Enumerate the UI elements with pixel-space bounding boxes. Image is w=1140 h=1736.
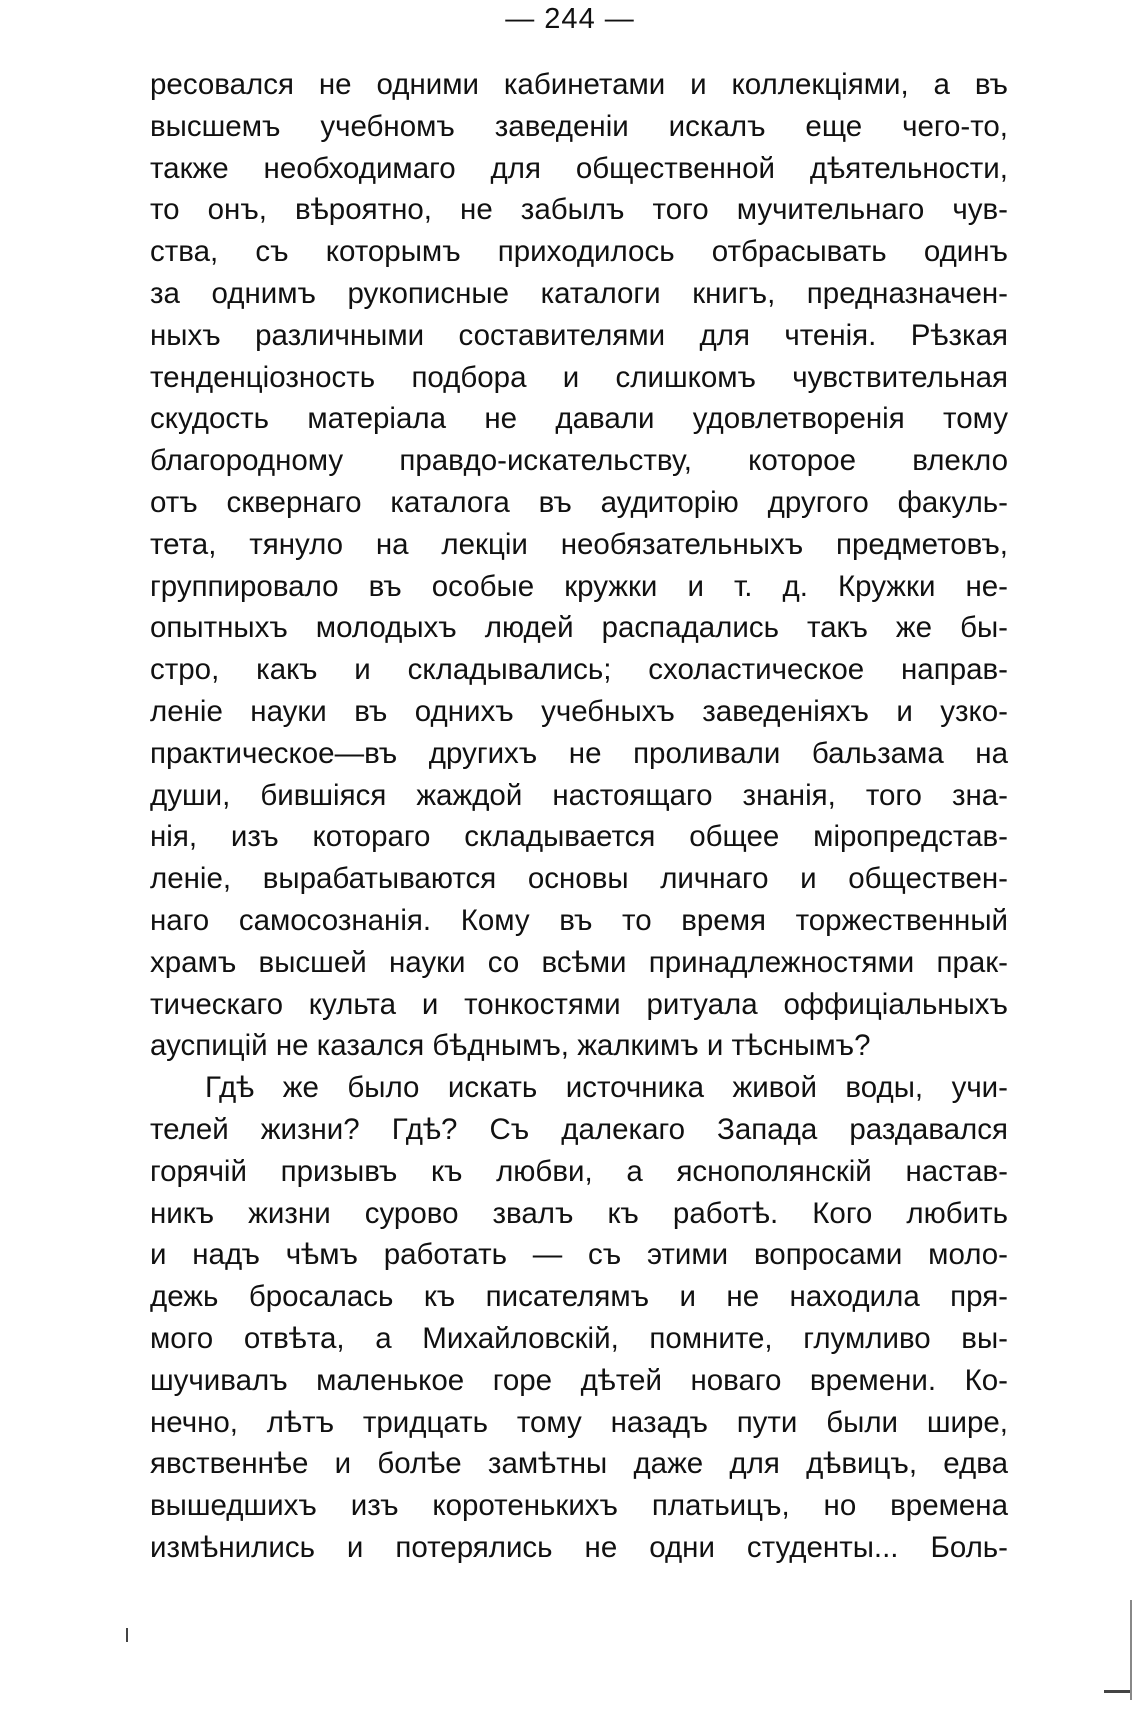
text-line: практическое—въ другихъ не проливали бальзама на: [150, 736, 1008, 770]
text-line: никъ жизни сурово звалъ къ работѣ. Кого любить: [150, 1196, 1008, 1230]
text-line: шучивалъ маленькое горе дѣтей новаго времени. Ко-: [150, 1363, 1008, 1397]
text-line: вышедшихъ изъ коротенькихъ платьицъ, но времена: [150, 1489, 1008, 1523]
text-line: также необходимаго для общественной дѣятельности,: [150, 151, 1008, 185]
text-line: то онъ, вѣроятно, не забылъ того мучительнаго чув-: [150, 193, 1008, 227]
text-line: явственнѣе и болѣе замѣтны даже для дѣвицъ, едва: [150, 1447, 1008, 1481]
text-line: горячій призывъ къ любви, а яснополянскій настав-: [150, 1154, 1008, 1188]
text-line: наго самосознанія. Кому въ то время торжественный: [150, 903, 1008, 937]
text-line: леніе науки въ однихъ учебныхъ заведеніяхъ и узко-: [150, 694, 1008, 728]
text-line: скудость матеріала не давали удовлетворенія тому: [150, 402, 1008, 436]
scan-edge-mark: [1130, 1600, 1132, 1700]
text-line: измѣнились и потерялись не одни студенты... Боль-: [150, 1530, 1008, 1564]
scan-edge-mark: [1104, 1690, 1132, 1693]
text-line: благородному правдо-искательству, которое влекло: [150, 444, 1008, 478]
text-line: тета, тянуло на лекціи необязательныхъ предметовъ,: [150, 527, 1008, 561]
text-line: отъ сквернаго каталога въ аудиторію другого факуль-: [150, 485, 1008, 519]
text-line: ства, съ которымъ приходилось отбрасывать одинъ: [150, 235, 1008, 269]
page-number: — 244 —: [505, 3, 635, 35]
text-line: нія, изъ котораго складывается общее міропредстав-: [150, 820, 1008, 854]
text-line: высшемъ учебномъ заведеніи искалъ еще чего-то,: [150, 109, 1008, 143]
paragraph-1: [150, 64, 1008, 1067]
text-line: тическаго культа и тонкостями ритуала оффиціальныхъ: [150, 987, 1008, 1021]
text-line: телей жизни? Гдѣ? Съ далекаго Запада раздавался: [150, 1112, 1008, 1146]
text-line: и надъ чѣмъ работать — съ этими вопросами моло-: [150, 1238, 1008, 1272]
text-line: стро, какъ и складывались; схоластическое направ-: [150, 653, 1008, 687]
text-line: Гдѣ же было искать источника живой воды, учи-: [205, 1071, 1008, 1105]
text-line: ауспицій не казался бѣднымъ, жалкимъ и тѣснымъ?: [150, 1029, 871, 1063]
text-line: ресовался не одними кабинетами и коллекціями, а въ: [150, 68, 1008, 101]
body-text: [150, 64, 1008, 1569]
text-line: нечно, лѣтъ тридцать тому назадъ пути были шире,: [150, 1405, 1008, 1439]
text-line: дежь бросалась къ писателямъ и не находила пря-: [150, 1280, 1008, 1314]
text-line: тенденціозность подбора и слишкомъ чувствительная: [150, 360, 1008, 394]
text-line: храмъ высшей науки со всѣми принадлежностями прак-: [150, 945, 1008, 979]
text-line: мого отвѣта, а Михайловскій, помните, глумливо вы-: [150, 1321, 1008, 1355]
text-line: опытныхъ молодыхъ людей распадались такъ же бы-: [150, 611, 1008, 645]
scan-speck: [126, 1628, 128, 1642]
text-line: ныхъ различными составителями для чтенія. Рѣзкая: [150, 318, 1008, 352]
text-line: за однимъ рукописные каталоги книгъ, предназначен-: [150, 276, 1008, 310]
text-line: группировало въ особые кружки и т. д. Кружки не-: [150, 569, 1008, 603]
text-line: леніе, вырабатываются основы личнаго и обществен-: [150, 862, 1008, 896]
paragraph-2: [150, 1067, 1008, 1569]
text-line: души, бившіяся жаждой настоящаго знанія, того зна-: [150, 778, 1008, 812]
